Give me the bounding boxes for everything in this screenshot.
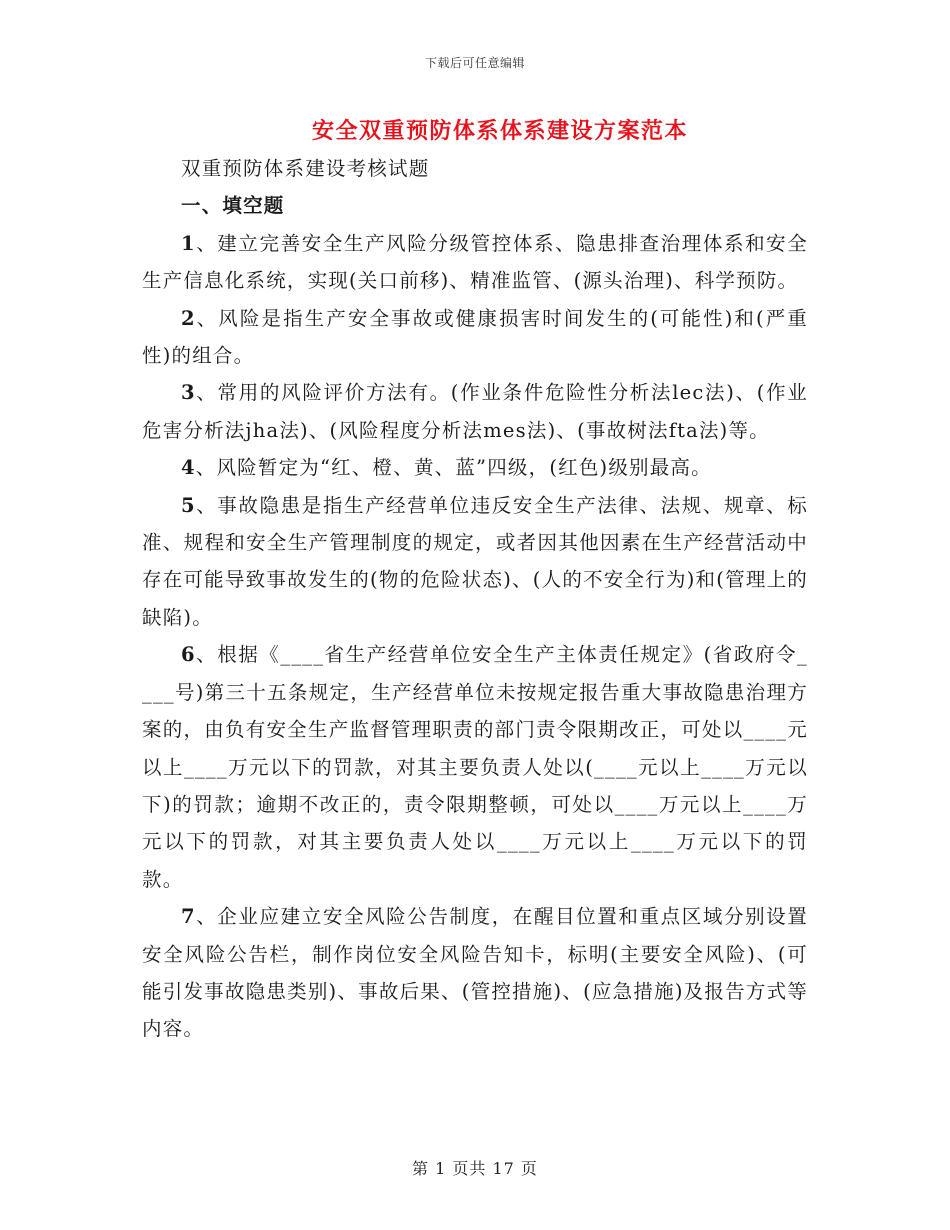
header-note: 下载后可任意编辑 xyxy=(424,56,525,70)
question-text: 、建立完善安全生产风险分级管控体系、隐患排查治理体系和安全生产信息化系统，实现(关口前移)、精准监管、(源头治理)、科学预防。 xyxy=(142,231,808,293)
question-number: 5 xyxy=(181,493,196,517)
document-subtitle: 双重预防体系建设考核试题 xyxy=(181,157,430,180)
question-number: 1 xyxy=(181,231,196,255)
question-number: 4 xyxy=(181,456,196,480)
question-number: 6 xyxy=(181,643,196,667)
page-title: 安全双重预防体系体系建设方案范本 xyxy=(311,118,688,144)
question-item xyxy=(142,225,808,300)
question-text: 、风险暂定为“红、橙、黄、蓝”四级，(红色)级别最高。 xyxy=(195,456,712,480)
question-number: 2 xyxy=(181,306,196,330)
question-number: 7 xyxy=(181,905,196,929)
question-item xyxy=(142,300,808,375)
question-text: 、根据《____省生产经营单位安全生产主体责任规定》(省政府令____号)第三十五条规定，生产经营单位未按规定报告重大事故隐患治理方案的，由负有安全生产监督管理职责的部门责令限期改正，可处以____元以上____万元以下的罚款，对其主要负责人处以(____元以上____万元以下)的罚款；逾期不改正的，责令限期整顿，可处以____万元以上____万元以下的罚款，对其主要负责人处以____万元以上____万元以下的罚款。 xyxy=(142,643,808,891)
question-item xyxy=(142,636,808,898)
question-text: 、常用的风险评价方法有。(作业条件危险性分析法lec法)、(作业危害分析法jha法)、(风险程度分析法mes法)、(事故树法fta法)等。 xyxy=(142,381,808,442)
question-text: 、风险是指生产安全事故或健康损害时间发生的(可能性)和(严重性)的组合。 xyxy=(142,306,808,368)
question-item xyxy=(142,898,808,1048)
question-item xyxy=(142,449,808,486)
question-text: 、企业应建立安全风险公告制度，在醒目位置和重点区域分别设置安全风险公告栏，制作岗位安全风险告知卡，标明(主要安全风险)、(可能引发事故隐患类别)、事故后果、(管控措施)、(应急措施)及报告方式等内容。 xyxy=(142,905,808,1041)
question-item xyxy=(142,487,808,637)
question-item xyxy=(142,374,808,449)
question-number: 3 xyxy=(181,381,196,405)
question-text: 、事故隐患是指生产经营单位违反安全生产法律、法规、规章、标准、规程和安全生产管理制度的规定，或者因其他因素在生产经营活动中存在可能导致事故发生的(物的危险状态)、(人的不安全行为)和(管理上的缺陷)。 xyxy=(142,493,808,629)
section-heading: 一、填空题 xyxy=(181,194,285,218)
document-body xyxy=(142,150,808,1048)
page-number: 第 1 页共 17 页 xyxy=(412,1159,538,1178)
